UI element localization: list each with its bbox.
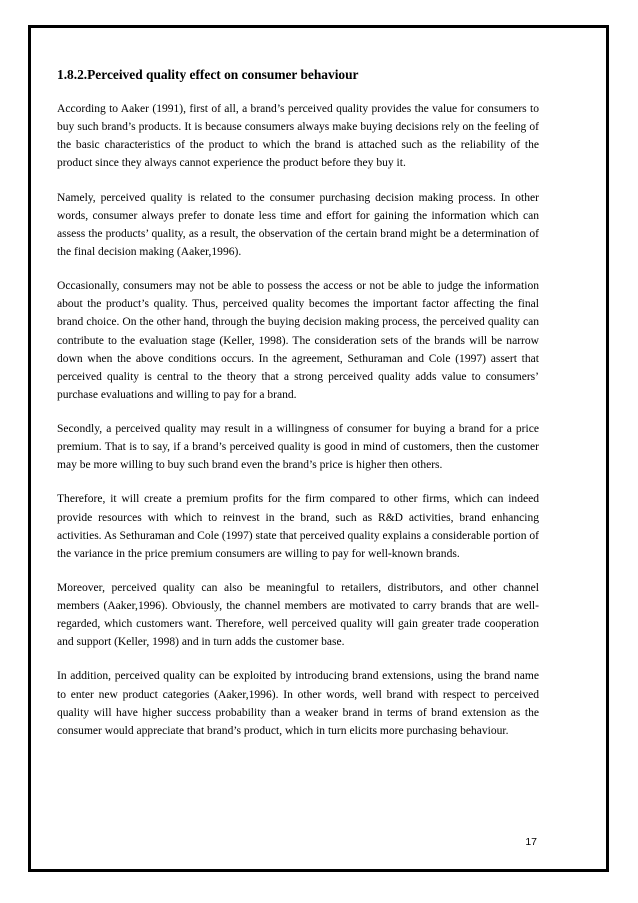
page-number: 17: [525, 836, 537, 848]
paragraph-4: Secondly, a perceived quality may result in a willingness of consumer for buying a brand for a price premium. That is to say, if a brand’s perceived quality is good in mind of customers, then the customer may be more willing to buy such brand even the brand’s price is higher then others.: [57, 423, 539, 472]
paragraph-6: Moreover, perceived quality can also be meaningful to retailers, distributors, and other channel members (Aaker,1996). Obviously, the channel members are motivated to carry brands that are well-regarded, which customers want. Therefore, well perceived quality will gain greater trade cooperation and support (Keller, 1998) and in turn adds the customer base.: [57, 581, 539, 649]
paragraph-2: Namely, perceived quality is related to the consumer purchasing decision making process. In other words, consumer always prefer to donate less time and effort for gaining the information which can assess the products’ quality, as a result, the observation of the certain brand might be a determination of the final decision making (Aaker,1996).: [57, 191, 539, 258]
paragraph-5: Therefore, it will create a premium profits for the firm compared to other firms, which can indeed provide resources with which to reinvest in the brand, such as R&D activities, brand enhancing activities. As Sethuraman and Cole (1997) state that perceived quality explains a considerable portion of the variance in the price premium consumers are willing to pay for well-known brands.: [57, 493, 539, 560]
paragraph-7: In addition, perceived quality can be exploited by introducing brand extensions, using the brand name to enter new product categories (Aaker,1996). In other words, well brand with respect to perceived quality will have higher success probability than a weaker brand in terms of brand extension as the consumer would appreciate that brand’s product, which in turn elicits more purchasing behaviour.: [57, 670, 539, 737]
document-body: [57, 66, 539, 756]
section-heading: 1.8.2.Perceived quality effect on consumer behaviour: [57, 67, 359, 82]
paragraph-1: According to Aaker (1991), first of all, a brand’s perceived quality provides the value for consumers to buy such brand’s products. It is because consumers always make buying decisions rely on the feeling of the basic characteristics of the product to which the brand is attached such as the reliability of the product since they always cannot experience the product before they buy it.: [57, 103, 539, 170]
paragraph-3: Occasionally, consumers may not be able to possess the access or not be able to judge the information about the product’s quality. Thus, perceived quality becomes the important factor affecting the final brand choice. On the other hand, through the buying decision making process, the perceived quality can contribute to the evaluation stage (Keller, 1998). The consideration sets of the brands will be narrow down when the above conditions occurs. In the agreement, Sethuraman and Cole (1997) assert that perceived quality is central to the theory that a strong perceived quality adds value to consumers’ purchase evaluations and willing to pay for a brand.: [57, 280, 539, 401]
